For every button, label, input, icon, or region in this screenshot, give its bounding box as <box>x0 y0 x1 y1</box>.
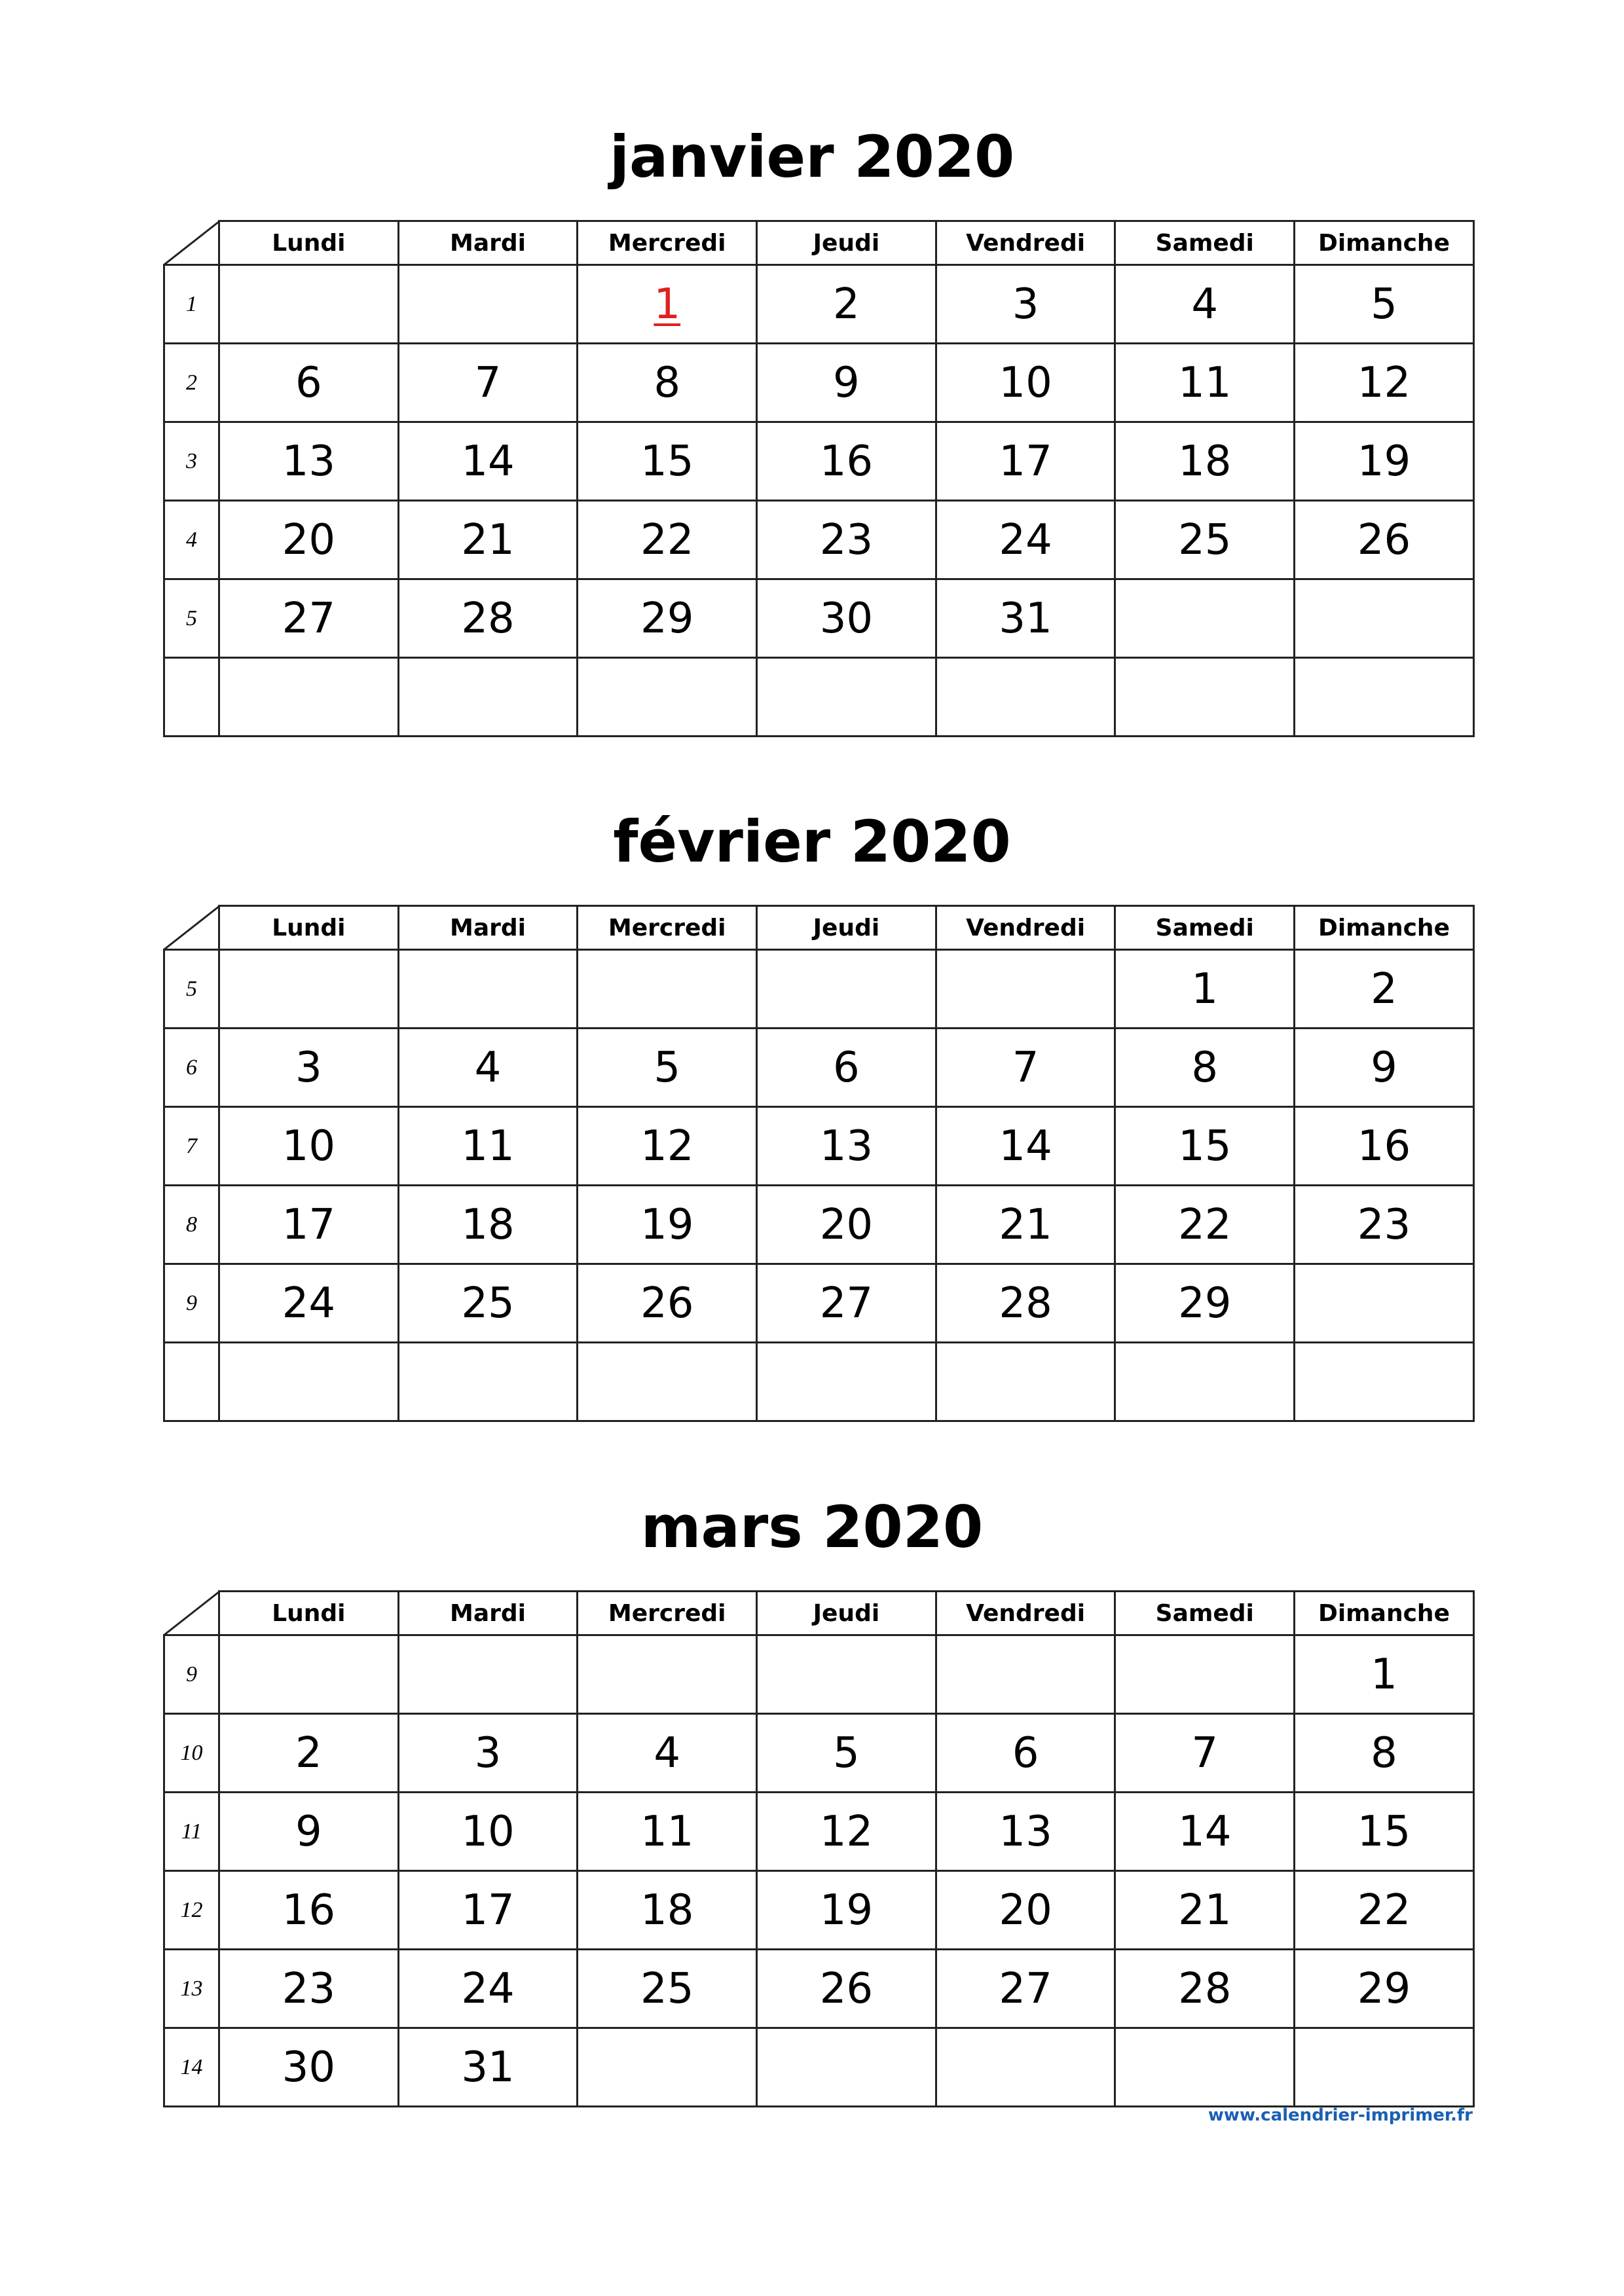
day-cell <box>757 1635 936 1714</box>
day-cell <box>936 1714 1115 1793</box>
day-cell <box>398 950 578 1029</box>
day-number: 4 <box>1191 280 1219 329</box>
month-grid <box>163 220 1475 737</box>
day-cell <box>757 1343 936 1421</box>
day-number: 15 <box>1178 1121 1232 1171</box>
day-number: 24 <box>461 1964 515 2013</box>
day-cell <box>398 501 578 579</box>
week-row <box>164 1343 1474 1421</box>
day-number: 7 <box>1191 1728 1219 1777</box>
day-cell <box>936 344 1115 422</box>
day-cell <box>398 2028 578 2107</box>
day-cell <box>757 2028 936 2107</box>
day-number: 23 <box>1357 1200 1411 1249</box>
day-number: 20 <box>819 1200 874 1249</box>
week-number: 7 <box>164 1107 219 1186</box>
day-cell <box>1295 1107 1474 1186</box>
day-number: 20 <box>999 1886 1052 1935</box>
day-cell <box>578 1950 757 2028</box>
week-number: 14 <box>164 2028 219 2107</box>
month-title: février 2020 <box>613 808 1011 875</box>
day-number: 6 <box>1012 1728 1039 1777</box>
day-cell <box>219 579 399 658</box>
day-cell <box>1115 501 1295 579</box>
day-cell <box>219 950 399 1029</box>
week-number: 11 <box>164 1793 219 1871</box>
weekday-header: Mardi <box>398 1592 578 1635</box>
day-cell <box>219 1950 399 2028</box>
day-cell <box>757 1029 936 1107</box>
day-number: 30 <box>282 2043 336 2092</box>
day-number: 18 <box>461 1200 515 1249</box>
corner-diagonal <box>163 905 221 951</box>
day-cell <box>936 422 1115 501</box>
day-number: 11 <box>1178 358 1232 407</box>
weekday-header: Dimanche <box>1295 1592 1474 1635</box>
week-row <box>164 1107 1474 1186</box>
week-number: 2 <box>164 344 219 422</box>
day-cell <box>1115 1793 1295 1871</box>
day-number: 10 <box>461 1807 515 1856</box>
week-number: 5 <box>164 950 219 1029</box>
week-row <box>164 501 1474 579</box>
week-row <box>164 658 1474 737</box>
day-number: 31 <box>999 594 1052 643</box>
day-cell <box>578 1793 757 1871</box>
day-cell <box>1295 422 1474 501</box>
day-cell <box>1295 1714 1474 1793</box>
day-cell <box>757 579 936 658</box>
day-number: 10 <box>282 1121 336 1171</box>
week-row <box>164 344 1474 422</box>
day-number: 27 <box>819 1279 874 1328</box>
week-number: 1 <box>164 265 219 344</box>
day-cell <box>219 1343 399 1421</box>
weekday-header: Samedi <box>1115 1592 1295 1635</box>
day-number: 17 <box>461 1886 515 1935</box>
day-number: 13 <box>282 437 336 486</box>
day-number: 21 <box>461 515 515 564</box>
day-number: 6 <box>833 1043 860 1092</box>
day-cell <box>398 1793 578 1871</box>
day-cell <box>757 1871 936 1950</box>
day-number: 16 <box>819 437 874 486</box>
day-cell <box>936 1871 1115 1950</box>
day-number: 19 <box>640 1200 694 1249</box>
day-cell <box>1295 1793 1474 1871</box>
day-cell <box>1115 579 1295 658</box>
day-number: 26 <box>640 1279 694 1328</box>
day-number: 12 <box>1357 358 1411 407</box>
weekday-header: Mardi <box>398 221 578 265</box>
day-number: 4 <box>474 1043 502 1092</box>
week-row <box>164 1871 1474 1950</box>
month-grid <box>163 1590 1475 2107</box>
day-number: 28 <box>1178 1964 1232 2013</box>
day-number: 20 <box>282 515 336 564</box>
day-cell <box>219 1714 399 1793</box>
corner-cell <box>164 906 219 950</box>
corner-diagonal <box>163 1590 221 1636</box>
weekday-header: Vendredi <box>936 1592 1115 1635</box>
day-cell <box>1295 1186 1474 1264</box>
corner-cell <box>164 221 219 265</box>
day-number: 25 <box>461 1279 515 1328</box>
week-number <box>164 1343 219 1421</box>
week-number: 8 <box>164 1186 219 1264</box>
day-cell <box>1115 1107 1295 1186</box>
day-number: 16 <box>282 1886 336 1935</box>
day-cell <box>936 1343 1115 1421</box>
day-cell <box>1115 265 1295 344</box>
day-number: 14 <box>461 437 515 486</box>
day-cell <box>578 1343 757 1421</box>
weekday-header: Samedi <box>1115 906 1295 950</box>
day-cell <box>219 1107 399 1186</box>
weekday-header: Mercredi <box>578 1592 757 1635</box>
week-number: 13 <box>164 1950 219 2028</box>
day-cell <box>578 1186 757 1264</box>
day-cell <box>757 1186 936 1264</box>
day-cell <box>219 422 399 501</box>
day-number: 12 <box>640 1121 694 1171</box>
day-cell <box>578 265 757 344</box>
day-cell <box>219 1029 399 1107</box>
month-grid <box>163 905 1475 1422</box>
week-number: 9 <box>164 1635 219 1714</box>
day-cell <box>578 2028 757 2107</box>
day-number: 14 <box>999 1121 1052 1171</box>
day-cell <box>1115 1343 1295 1421</box>
weekday-header: Vendredi <box>936 221 1115 265</box>
day-cell <box>398 1107 578 1186</box>
day-cell <box>1115 2028 1295 2107</box>
website-footer[interactable]: www.calendrier-imprimer.fr <box>1208 2105 1473 2125</box>
week-row <box>164 1635 1474 1714</box>
day-cell <box>757 265 936 344</box>
day-cell <box>398 1029 578 1107</box>
day-cell <box>757 501 936 579</box>
day-cell <box>936 1264 1115 1343</box>
day-cell <box>757 658 936 737</box>
day-cell <box>1295 2028 1474 2107</box>
day-cell <box>936 1793 1115 1871</box>
day-cell <box>398 1264 578 1343</box>
week-number: 4 <box>164 501 219 579</box>
day-cell <box>936 1950 1115 2028</box>
day-number: 25 <box>640 1964 694 2013</box>
day-number: 25 <box>1178 515 1232 564</box>
day-cell <box>219 1635 399 1714</box>
day-number: 31 <box>461 2043 515 2092</box>
day-cell <box>936 1186 1115 1264</box>
week-number: 3 <box>164 422 219 501</box>
day-cell <box>578 501 757 579</box>
day-cell <box>936 950 1115 1029</box>
weekday-header: Mercredi <box>578 221 757 265</box>
week-row <box>164 1186 1474 1264</box>
weekday-header-row <box>164 221 1474 265</box>
day-number: 28 <box>999 1279 1052 1328</box>
day-cell <box>936 658 1115 737</box>
day-number: 7 <box>474 358 502 407</box>
day-cell <box>398 1635 578 1714</box>
day-number: 1 <box>1371 1650 1397 1699</box>
day-cell <box>1295 579 1474 658</box>
day-number: 9 <box>295 1807 322 1856</box>
day-cell <box>757 1793 936 1871</box>
weekday-header: Jeudi <box>757 906 936 950</box>
corner-cell <box>164 1592 219 1635</box>
day-cell <box>578 1635 757 1714</box>
holiday-day-number: 1 <box>654 280 681 329</box>
weekday-header-row <box>164 1592 1474 1635</box>
day-number: 12 <box>819 1807 874 1856</box>
day-number: 29 <box>640 594 694 643</box>
week-row <box>164 1029 1474 1107</box>
day-cell <box>398 658 578 737</box>
day-number: 11 <box>461 1121 515 1171</box>
week-number: 10 <box>164 1714 219 1793</box>
day-number: 13 <box>819 1121 874 1171</box>
day-cell <box>398 1950 578 2028</box>
day-number: 3 <box>295 1043 322 1092</box>
day-number: 22 <box>640 515 694 564</box>
day-number: 18 <box>640 1886 694 1935</box>
day-cell <box>1295 501 1474 579</box>
day-number: 19 <box>1357 437 1411 486</box>
day-cell <box>219 1793 399 1871</box>
day-cell <box>936 1635 1115 1714</box>
weekday-header: Jeudi <box>757 221 936 265</box>
weekday-header: Dimanche <box>1295 221 1474 265</box>
day-cell <box>578 579 757 658</box>
day-cell <box>757 1950 936 2028</box>
week-number: 9 <box>164 1264 219 1343</box>
day-cell <box>398 1343 578 1421</box>
day-cell <box>1115 950 1295 1029</box>
day-cell <box>936 501 1115 579</box>
day-number: 22 <box>1178 1200 1232 1249</box>
week-row <box>164 950 1474 1029</box>
week-row <box>164 422 1474 501</box>
day-number: 3 <box>474 1728 502 1777</box>
day-number: 24 <box>282 1279 336 1328</box>
day-cell <box>1115 1635 1295 1714</box>
day-cell <box>1295 658 1474 737</box>
weekday-header: Dimanche <box>1295 906 1474 950</box>
month-title: janvier 2020 <box>609 123 1015 191</box>
day-cell <box>219 658 399 737</box>
day-number: 10 <box>999 358 1052 407</box>
day-cell <box>398 1714 578 1793</box>
week-number <box>164 658 219 737</box>
corner-diagonal <box>163 220 221 266</box>
day-number: 16 <box>1357 1121 1411 1171</box>
day-number: 14 <box>1178 1807 1232 1856</box>
day-cell <box>1295 950 1474 1029</box>
day-number: 5 <box>833 1728 860 1777</box>
day-cell <box>1295 1264 1474 1343</box>
week-number: 6 <box>164 1029 219 1107</box>
day-cell <box>936 1107 1115 1186</box>
day-cell <box>1115 658 1295 737</box>
day-cell <box>1115 1714 1295 1793</box>
day-number: 9 <box>1371 1043 1397 1092</box>
day-cell <box>578 344 757 422</box>
day-cell <box>1115 1186 1295 1264</box>
day-cell <box>1295 344 1474 422</box>
day-cell <box>578 1714 757 1793</box>
day-cell <box>1115 344 1295 422</box>
day-cell <box>936 265 1115 344</box>
day-cell <box>757 422 936 501</box>
day-number: 21 <box>999 1200 1052 1249</box>
day-number: 7 <box>1012 1043 1039 1092</box>
weekday-header: Lundi <box>219 1592 399 1635</box>
day-cell <box>398 1186 578 1264</box>
day-cell <box>398 1871 578 1950</box>
day-number: 6 <box>295 358 322 407</box>
day-number: 27 <box>999 1964 1052 2013</box>
day-number: 18 <box>1178 437 1232 486</box>
day-cell <box>757 950 936 1029</box>
day-number: 26 <box>1357 515 1411 564</box>
month-title: mars 2020 <box>640 1493 984 1561</box>
day-number: 17 <box>999 437 1052 486</box>
day-number: 28 <box>461 594 515 643</box>
day-cell <box>1295 1871 1474 1950</box>
day-number: 13 <box>999 1807 1052 1856</box>
weekday-header: Jeudi <box>757 1592 936 1635</box>
day-cell <box>578 658 757 737</box>
day-number: 8 <box>654 358 681 407</box>
day-cell <box>757 1107 936 1186</box>
day-number: 30 <box>819 594 874 643</box>
day-cell <box>1295 1635 1474 1714</box>
day-number: 15 <box>640 437 694 486</box>
week-number: 12 <box>164 1871 219 1950</box>
weekday-header: Mardi <box>398 906 578 950</box>
day-number: 29 <box>1178 1279 1232 1328</box>
day-number: 11 <box>640 1807 694 1856</box>
day-number: 23 <box>819 515 874 564</box>
weekday-header: Lundi <box>219 221 399 265</box>
day-cell <box>219 344 399 422</box>
day-cell <box>578 1871 757 1950</box>
day-number: 15 <box>1357 1807 1411 1856</box>
week-row <box>164 1714 1474 1793</box>
day-number: 2 <box>295 1728 322 1777</box>
day-cell <box>1295 1343 1474 1421</box>
day-number: 22 <box>1357 1886 1411 1935</box>
day-number: 29 <box>1357 1964 1411 2013</box>
day-cell <box>936 1029 1115 1107</box>
weekday-header: Mercredi <box>578 906 757 950</box>
weekday-header: Samedi <box>1115 221 1295 265</box>
weekday-header-row <box>164 906 1474 950</box>
day-cell <box>1295 1029 1474 1107</box>
day-cell <box>1295 265 1474 344</box>
week-row <box>164 265 1474 344</box>
week-row <box>164 1264 1474 1343</box>
week-row <box>164 1793 1474 1871</box>
day-cell <box>1115 1264 1295 1343</box>
day-number: 8 <box>1371 1728 1397 1777</box>
day-cell <box>219 265 399 344</box>
day-number: 17 <box>282 1200 336 1249</box>
day-cell <box>757 1714 936 1793</box>
day-cell <box>219 1871 399 1950</box>
week-row <box>164 2028 1474 2107</box>
day-number: 21 <box>1178 1886 1232 1935</box>
day-cell <box>1115 1950 1295 2028</box>
day-cell <box>578 950 757 1029</box>
day-cell <box>1295 1950 1474 2028</box>
day-number: 2 <box>833 280 860 329</box>
day-cell <box>398 579 578 658</box>
day-cell <box>936 579 1115 658</box>
day-cell <box>398 422 578 501</box>
day-number: 19 <box>819 1886 874 1935</box>
day-cell <box>1115 1029 1295 1107</box>
day-cell <box>578 1029 757 1107</box>
day-cell <box>578 422 757 501</box>
day-cell <box>398 265 578 344</box>
day-cell <box>757 344 936 422</box>
day-cell <box>1115 422 1295 501</box>
day-cell <box>219 1264 399 1343</box>
weekday-header: Lundi <box>219 906 399 950</box>
day-cell <box>219 2028 399 2107</box>
day-cell <box>398 344 578 422</box>
day-cell <box>219 501 399 579</box>
day-cell <box>578 1264 757 1343</box>
week-row <box>164 579 1474 658</box>
day-number: 2 <box>1371 964 1397 1013</box>
week-row <box>164 1950 1474 2028</box>
day-number: 23 <box>282 1964 336 2013</box>
week-number: 5 <box>164 579 219 658</box>
day-cell <box>219 1186 399 1264</box>
day-number: 9 <box>833 358 860 407</box>
weekday-header: Vendredi <box>936 906 1115 950</box>
day-number: 24 <box>999 515 1052 564</box>
day-number: 4 <box>654 1728 681 1777</box>
day-number: 26 <box>819 1964 874 2013</box>
day-number: 27 <box>282 594 336 643</box>
day-cell <box>757 1264 936 1343</box>
day-cell <box>936 2028 1115 2107</box>
day-number: 5 <box>654 1043 681 1092</box>
day-cell <box>1115 1871 1295 1950</box>
day-number: 3 <box>1012 280 1039 329</box>
day-number: 8 <box>1191 1043 1219 1092</box>
day-number: 1 <box>1191 964 1219 1013</box>
day-cell <box>578 1107 757 1186</box>
day-number: 5 <box>1371 280 1397 329</box>
